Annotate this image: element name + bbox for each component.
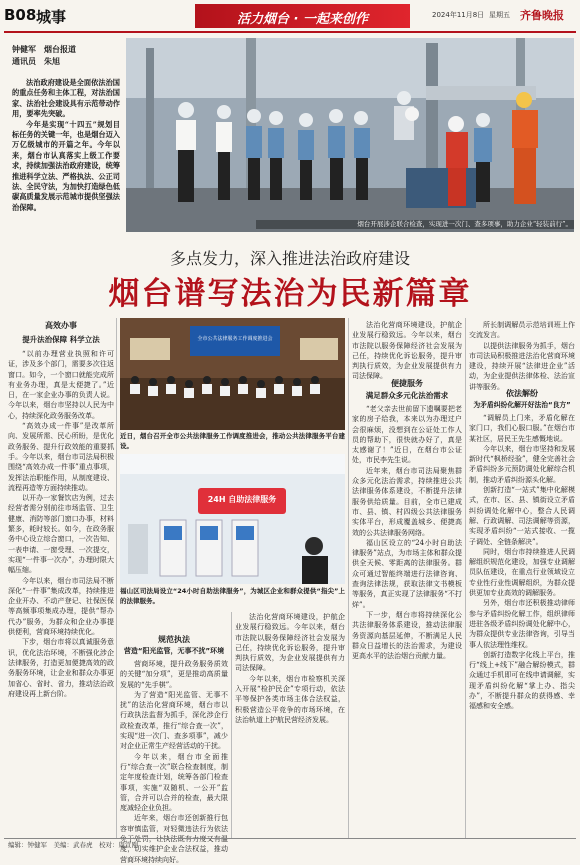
col3-paragraph: 法治化营商环境建设，护航企业发展行稳致远。今年以来，烟台市法院以服务保障经济社会发展为己任，持续优化诉讼服务，提升审判执行质效，为企业发展提供有力司法保障。	[235, 613, 345, 673]
inspection-photo	[126, 38, 574, 232]
header-rule	[4, 31, 576, 33]
col3-intro	[352, 320, 462, 381]
col3a-body	[235, 612, 345, 837]
issue-date: 2024年11月8日	[432, 11, 485, 19]
col3-paragraph: 法治化营商环境建设，护航企业发展行稳致远。今年以来，烟台市法院以服务保障经济社会发展为己任，持续优化诉讼服务，提升审判执行质效，为企业发展提供有力司法保障。	[352, 321, 462, 381]
kiosk-photo	[120, 454, 345, 584]
column-1	[8, 320, 114, 835]
col3-paragraph: 今年以来，烟台市检察机关深入开展“检护民企”专项行动，依法平等保护各类市场主体合法权益，积极营造公平竞争的市场环境，在法治轨道上护航民营经济发展。	[235, 674, 345, 724]
column-divider	[231, 612, 232, 838]
col2-subheading: 营造“阳光监管，无事不扰”环境	[123, 647, 225, 655]
col2-body	[120, 659, 228, 864]
col3-subheading: 满足群众多元化法治需求	[365, 391, 449, 400]
meeting-photo-graphic	[120, 318, 345, 430]
col4-paragraph: “调解员上门来，矛盾化解在家门口，我们心服口服。”在烟台市某社区，居民王先生感慨地说。	[469, 414, 575, 443]
col2-paragraph: 近年来，烟台市还创新推行包容审慎监管，对轻微违法行为依法免于处罚，让执法既有力度又有温度，切实维护企业合法权益，推动营商环境持续向好。	[120, 814, 228, 864]
meeting-photo	[120, 318, 345, 430]
meeting-caption: 近日，烟台召开全市公共法律服务工作调度推进会，推动公共法律服务平台建设。	[120, 432, 345, 450]
inspection-photo-graphic	[126, 38, 574, 232]
col1-paragraph: “高效办成一件事”是改革所向、发展所需、民心所盼，是优化政务服务、提升行政效能的重要抓手。今年以来，烟台市司法局积极围绕“高效办成一件事”重点事项，发挥法治职能作用，从制度建设、流程再造等方面持续推动。	[8, 422, 114, 492]
col2-paragraph: 今年以来，烟台市全面推行“综合查一次”联合检查制度，制定年度检查计划，统筹各部门检查事项，实施“双随机、一公开”监管，合并可以合并的检查，最大限度减轻企业负担。	[120, 752, 228, 813]
col4-paragraph: 创新打造“一站式”集中化解模式，在市、区、县、镇街设立矛盾纠纷调处化解中心，整合人民调解、行政调解、司法调解等资源，实现矛盾纠纷“一站式接收、一揽子调处、全链条解决”。	[469, 486, 575, 546]
col4-subheading: 为矛盾纠纷化解开好法治“良方”	[473, 401, 571, 409]
col4-paragraph: 今年以来，烟台市坚持和发展新时代“枫桥经验”，健全完善社会矛盾纠纷多元预防调处化解综合机制，推动矛盾纠纷源头化解。	[469, 444, 575, 484]
col4-body	[469, 413, 575, 823]
col2-paragraph: 营商环境，提升政务服务质效的关键“加分项”，更是推动高质量发展的“先手棋”。	[120, 660, 228, 689]
headline-title: 烟台谱写法治为民新篇章	[108, 276, 472, 312]
section-code: B08	[4, 6, 37, 24]
kiosk-photo-graphic	[120, 454, 345, 584]
col4-paragraph: 同时，烟台市持续推进人民调解组织规范化建设，加强专业调解员队伍建设，在重点行业领域设立专业性行业性调解组织，为群众提供更加专业高效的调解服务。	[469, 547, 575, 598]
col3-paragraph: “老父亲去世前留下遗嘱要把老家的房子给我，本来以为办理过户会很麻烦，没想到在公证处工作人员的帮助下，很快就办好了，真是太感谢了！”近日，在烟台市公证处，市民李先生说。	[352, 405, 462, 465]
column-divider	[465, 318, 466, 838]
byline-correspondent: 通讯员 朱旭	[12, 57, 60, 66]
section-name: 城事	[36, 8, 67, 26]
col3-paragraph: 近年来，烟台市司法局聚焦群众多元化法治需求，持续推进公共法律服务体系建设，不断提升法律服务供给质量。目前，全市已建成市、县、镇、村四级公共法律服务实体平台，形成覆盖城乡、便捷高效的公共法律服务网络。	[352, 466, 462, 537]
top-photo-caption: 烟台开展涉企联合检查，实现进一次门、查多项事，助力企业“轻装前行”。	[256, 220, 574, 229]
intro-paragraph: 法治政府建设是全面依法治国的重点任务和主体工程，对法治国家、法治社会建设具有示范带动作用，要率先突破。	[12, 78, 120, 119]
byline-reporter: 钟健军 烟台报道	[12, 45, 76, 54]
col1-body	[8, 349, 114, 839]
kiosk-caption: 福山区司法局设立“24小时自助法律服务”，为城区企业和群众提供“指尖”上的法律服务。	[120, 587, 345, 605]
banner-slogan: 活力烟台 · 一起来创作	[237, 12, 368, 27]
slogan-banner	[195, 4, 410, 28]
col3-paragraph: 下一步，烟台市将持续深化公共法律服务体系建设，推动法律服务资源向基层延伸，不断满足人民群众日益增长的法治需求，为建设更高水平的法治烟台贡献力量。	[352, 610, 462, 661]
col3-paragraph: 福山区设立的“24小时自助法律服务”站点，为市场主体和群众提供全天候、零距离的法律服务。群众可通过智能终端进行法律咨询、查询法律法规，获取法律文书模板等服务，真正实现了法律服务“不打烊”。	[352, 538, 462, 609]
col4-paragraph: 所长制调解员示范培训班上作交流发言。	[469, 321, 575, 340]
col1-paragraph: 今年以来，烟台市司法局不断深化“一件事”集成改革，持续推进企业开办、不动产登记、社保医保等高频事项集成办理，提供“帮办代办”服务，为群众和企业办事提供便利，营商环境持续优化。	[8, 576, 114, 637]
intro-paragraph: 今年是实现“十四五”规划目标任务的关键一年，也是烟台迈入万亿级城市的开篇之年。今年以来，烟台市认真落实上级工作要求，持续加强法治政府建设，统筹推进科学立法、严格执法、公正司法、全民守法，为加快打造绿色低碳高质量发展示范城市提供坚强法治保障。	[12, 119, 120, 212]
col4-intro	[469, 320, 575, 391]
footer-rule	[4, 838, 576, 839]
column-4	[469, 320, 575, 835]
col3-body	[352, 404, 462, 824]
column-3	[352, 320, 462, 835]
intro-text	[12, 78, 120, 230]
meeting-screen-text: 全市公共法律服务工作调度推进会	[197, 336, 273, 342]
kiosk-sign-text: 24H 自助法律服务	[207, 495, 277, 504]
column-divider	[348, 318, 349, 838]
col4-paragraph: 另外，烟台市还积极推动律师参与矛盾纠纷化解工作，组织律师进驻各级矛盾纠纷调处化解中心，为群众提供专业法律咨询，引导当事人依法理性维权。	[469, 599, 575, 649]
col4-heading: 依法解纷	[506, 389, 538, 398]
col3-heading: 便捷服务	[391, 379, 423, 388]
col1-paragraph: 以开办一家餐饮店为例，过去经营者需分别前往市场监管、卫生健康、消防等部门窗口办事，材料繁多，耗时较长。如今，在政务服务中心设立综合窗口，一次告知、一表申请、一窗受理、一次提交，实现“一件事一次办”，办理时限大幅压缩。	[8, 494, 114, 575]
section-header	[0, 0, 580, 30]
col1-paragraph: “以前办理营业执照和许可证，涉及多个部门，需要多次往返窗口。如今，一个窗口就能完成所有业务办理，真是太便捷了。”近日，在一家企业办事的负责人说。今年以来，烟台市坚持以人民为中心，持续深化政务服务改革。	[8, 350, 114, 420]
footer-credits: 编辑：钟健军 美编：武春虎 校对：周宣刚	[8, 841, 138, 849]
col2-paragraph: 为了营造“阳光监管、无事不扰”的法治化营商环境，烟台市以行政执法监督为抓手，深化涉企行政检查改革，推行“综合查一次”，实现“进一次门、查多项事”，减少对企业正常生产经营活动的干扰。	[120, 690, 228, 751]
column-2	[120, 612, 228, 864]
headline-subtitle: 多点发力，深入推进法治政府建设	[169, 249, 410, 268]
column-divider	[116, 318, 117, 838]
col1-paragraph: 下步，烟台市将以真诚服务意识，优化法治环境，不断强化涉企法律服务，打造更加便捷高效的政务服务环境，让企业和群众办事更加省心、省时、省力，推动法治政府建设再上新台阶。	[8, 638, 114, 698]
col4-paragraph: 创新打造数字化线上平台，推行“线上+线下”融合解纷模式，群众通过手机即可在线申请调解，实现矛盾纠纷化解“掌上办、指尖办”，不断提升群众的获得感、幸福感和安全感。	[469, 650, 575, 711]
column-3a	[235, 612, 345, 837]
issue-weekday: 星期五	[489, 11, 510, 19]
col1-subheading: 提升法治保障 科学立法	[22, 335, 100, 344]
paper-name: 齐鲁晚报	[520, 9, 564, 22]
col4-paragraph: 以提供法律服务为抓手，烟台市司法局积极推进法治化营商环境建设，持续开展“法律进企业”活动，为企业提供法律体检、法治宣讲等服务。	[469, 341, 575, 391]
byline	[12, 44, 112, 68]
col2-heading: 规范执法	[158, 635, 190, 644]
col1-heading: 高效办事	[45, 321, 77, 330]
